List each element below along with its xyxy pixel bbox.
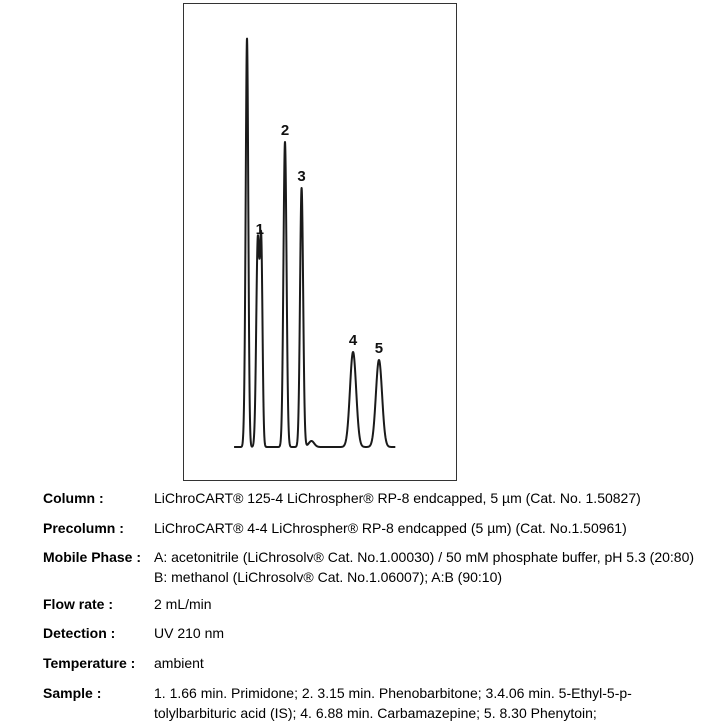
peak-label-4: 4: [348, 332, 358, 349]
peak-label-1: 1: [255, 221, 264, 238]
condition-label: Mobile Phase :: [43, 549, 142, 565]
condition-label: Temperature :: [43, 655, 136, 671]
chromatogram-frame: [183, 3, 457, 481]
condition-label: Sample :: [43, 685, 102, 701]
peak-label-2: 2: [280, 122, 290, 139]
condition-value: LiChroCART® 4-4 LiChrospher® RP-8 endcapped (5 µm) (Cat. No.1.50961): [154, 520, 627, 536]
chromatogram: [184, 4, 456, 480]
peak-label-5: 5: [374, 340, 384, 357]
condition-label: Column :: [43, 490, 104, 506]
condition-label: Detection :: [43, 625, 116, 641]
condition-label: Flow rate :: [43, 596, 114, 612]
condition-value: 1. 1.66 min. Primidone; 2. 3.15 min. Phenobarbitone; 3.4.06 min. 5-Ethyl-5-p-tolylbarbituric acid (IS); 4. 6.88 min. Carbamazepine; 5. 8.30 Phenytoin;: [154, 685, 632, 721]
chromatogram-trace: [234, 39, 395, 447]
peak-label-3: 3: [297, 168, 306, 185]
condition-value: ambient: [154, 655, 204, 671]
condition-label: Precolumn :: [43, 520, 124, 536]
condition-value: LiChroCART® 125-4 LiChrospher® RP-8 endcapped, 5 µm (Cat. No. 1.50827): [154, 490, 641, 506]
condition-value: UV 210 nm: [154, 625, 225, 641]
condition-value: A: acetonitrile (LiChrosolv® Cat. No.1.00030) / 50 mM phosphate buffer, pH 5.3 (20:80) B: methanol (LiChrosolv® Cat. No.1.06007); A:B (90:10): [154, 549, 695, 585]
condition-value: 2 mL/min: [154, 596, 212, 612]
